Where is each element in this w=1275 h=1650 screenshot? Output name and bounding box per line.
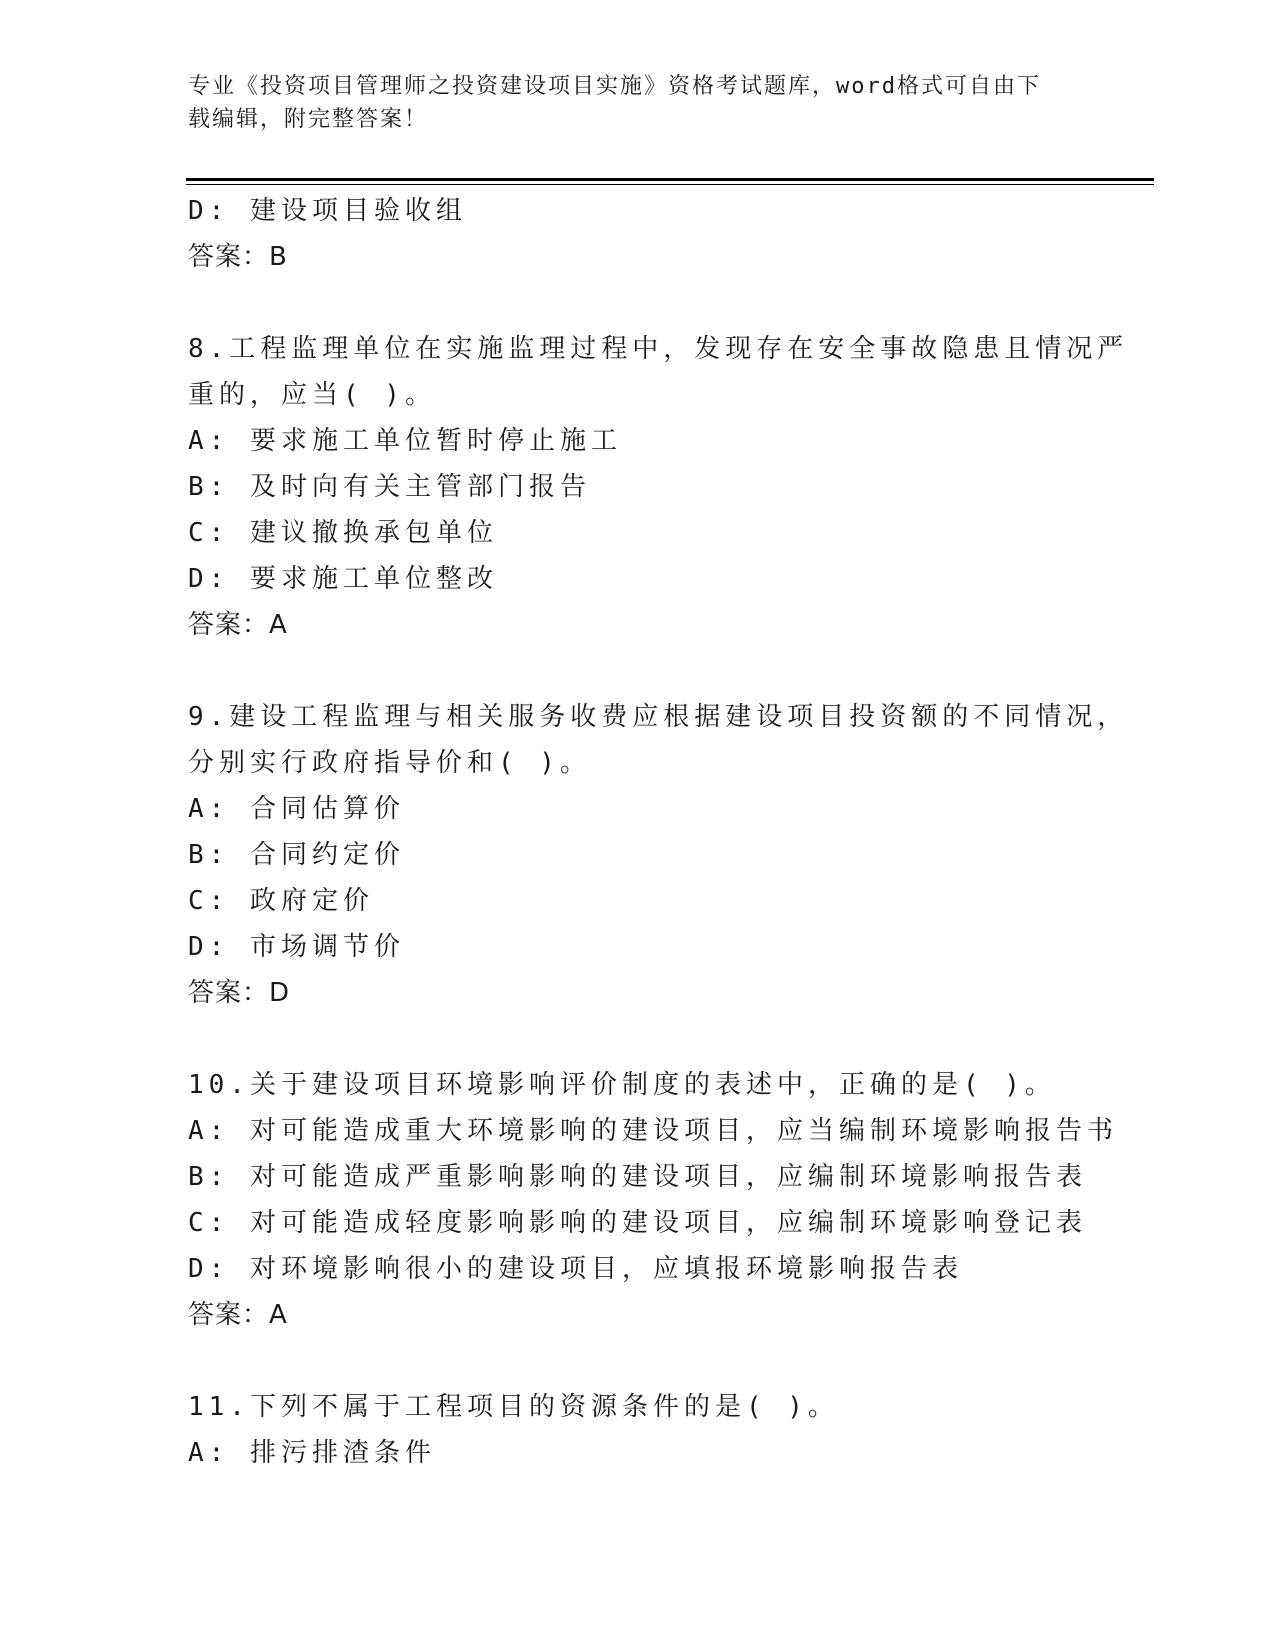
option-c: C: 对可能造成轻度影响影响的建设项目，应编制环境影响登记表	[188, 1208, 1087, 1238]
question-11	[188, 1384, 1088, 1476]
spacer	[188, 1338, 1088, 1384]
option-c: C: 政府定价	[188, 886, 374, 916]
option-b: B: 及时向有关主管部门报告	[188, 472, 591, 502]
header-line-2: 载编辑，附完整答案！	[188, 107, 429, 132]
header-divider-thin	[186, 184, 1154, 185]
option-d: D: 要求施工单位整改	[188, 564, 498, 594]
spacer	[188, 648, 1088, 694]
option-b: B: 合同约定价	[188, 840, 405, 870]
prev-option-d: D: 建设项目验收组	[188, 196, 467, 226]
question-content	[188, 188, 1129, 1476]
spacer	[188, 280, 1088, 326]
question-8	[188, 326, 1129, 648]
option-d: D: 市场调节价	[188, 932, 405, 962]
question-stem: 9.建设工程监理与相关服务收费应根据建设项目投资额的不同情况，	[188, 702, 1129, 732]
question-10	[188, 1062, 1118, 1338]
option-c: C: 建议撤换承包单位	[188, 518, 498, 548]
document-header	[188, 70, 1068, 136]
option-a: A: 对可能造成重大环境影响的建设项目，应当编制环境影响报告书	[188, 1116, 1118, 1146]
question-stem: 11.下列不属于工程项目的资源条件的是( )。	[188, 1392, 839, 1422]
question-stem-cont: 分别实行政府指导价和( )。	[188, 748, 591, 778]
option-d: D: 对环境影响很小的建设项目，应填报环境影响报告表	[188, 1254, 963, 1284]
option-a: A: 合同估算价	[188, 794, 405, 824]
option-a: A: 要求施工单位暂时停止施工	[188, 426, 622, 456]
option-a: A: 排污排渣条件	[188, 1438, 436, 1468]
question-stem: 8.工程监理单位在实施监理过程中，发现存在安全事故隐患且情况严	[188, 334, 1129, 364]
answer: 答案：A	[188, 610, 288, 640]
option-b: B: 对可能造成严重影响影响的建设项目，应编制环境影响报告表	[188, 1162, 1087, 1192]
question-stem-cont: 重的，应当( )。	[188, 380, 436, 410]
header-line-1: 专业《投资项目管理师之投资建设项目实施》资格考试题库，word格式可自由下	[188, 74, 1041, 99]
question-9	[188, 694, 1129, 1016]
question-stem: 10.关于建设项目环境影响评价制度的表述中，正确的是( )。	[188, 1070, 1056, 1100]
prev-answer: 答案：B	[188, 242, 288, 272]
spacer	[188, 1016, 1088, 1062]
answer: 答案：D	[188, 978, 291, 1008]
answer: 答案：A	[188, 1300, 288, 1330]
header-divider-thick	[186, 178, 1154, 181]
